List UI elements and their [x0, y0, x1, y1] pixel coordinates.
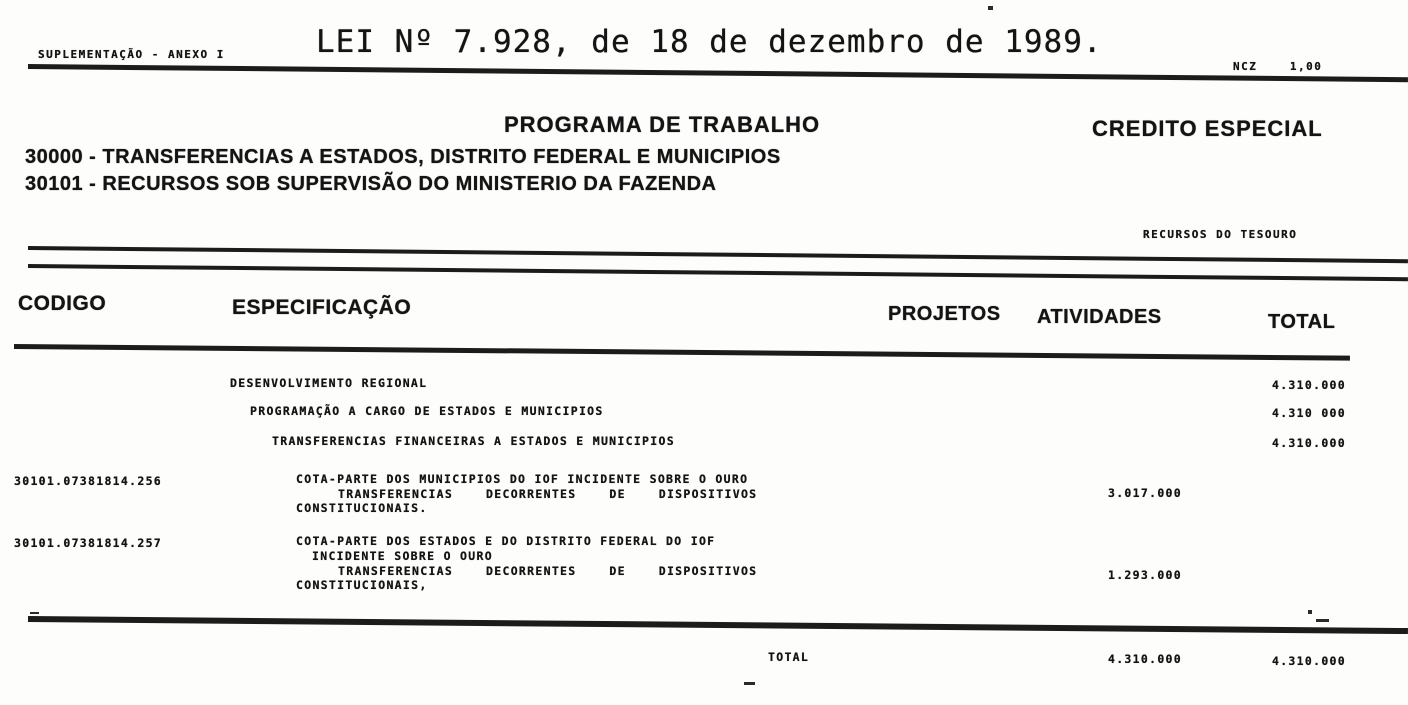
scan-artifact: [30, 612, 39, 614]
footer-total-value: 4.310.000: [1271, 654, 1346, 668]
header-underline-rule: [14, 344, 1350, 361]
row-especificacao-line: COTA-PARTE DOS MUNICIPIOS DO IOF INCIDENTE SOBRE O OURO: [296, 472, 749, 486]
footer-atividades-value: 4.310.000: [1107, 652, 1182, 666]
row-atividades-value: 1.293.000: [1107, 568, 1182, 582]
row-codigo: 30101.07381814.256: [14, 474, 163, 488]
row-especificacao-line: COTA-PARTE DOS ESTADOS E DO DISTRITO FEDERAL DO IOF: [296, 534, 716, 548]
resource-source-label: RECURSOS DO TESOURO: [1143, 228, 1298, 241]
scan-artifact: [744, 682, 755, 685]
row-especificacao-line: INCIDENTE SOBRE O OURO: [312, 549, 493, 563]
row-atividades-value: 3.017.000: [1107, 486, 1182, 500]
scan-artifact: [1308, 610, 1312, 614]
org-line-1: 30000 - TRANSFERENCIAS A ESTADOS, DISTRITO FEDERAL E MUNICIPIOS: [25, 146, 781, 168]
row-total-value: 4.310.000: [1271, 436, 1346, 450]
row-especificacao: PROGRAMAÇÃO A CARGO DE ESTADOS E MUNICIPIOS: [250, 404, 604, 418]
row-total-value: 4.310 000: [1271, 406, 1346, 420]
column-header-atividades: ATIVIDADES: [1037, 306, 1162, 328]
divider-rule-lower: [28, 264, 1408, 281]
divider-rule-upper: [28, 246, 1408, 263]
scan-artifact: [988, 6, 993, 10]
currency-note: NCZ 1,00: [1233, 60, 1323, 73]
column-header-especificacao: ESPECIFICAÇÃO: [232, 296, 412, 319]
credit-type: CREDITO ESPECIAL: [1092, 116, 1323, 141]
column-header-total: TOTAL: [1268, 311, 1336, 333]
row-especificacao-line: CONSTITUCIONAIS,: [296, 578, 428, 592]
document-title: LEI Nº 7.928, de 18 de dezembro de 1989.: [316, 24, 1103, 60]
column-header-projetos: PROJETOS: [888, 303, 1001, 325]
row-total-value: 4.310.000: [1271, 378, 1346, 392]
annex-label: SUPLEMENTAÇÃO - ANEXO I: [38, 48, 225, 61]
row-especificacao: TRANSFERENCIAS FINANCEIRAS A ESTADOS E MUNICIPIOS: [272, 434, 675, 448]
org-line-2: 30101 - RECURSOS SOB SUPERVISÃO DO MINISTERIO DA FAZENDA: [25, 173, 717, 195]
row-especificacao-line: TRANSFERENCIAS DECORRENTES DE DISPOSITIVOS: [338, 564, 758, 578]
row-codigo: 30101.07381814.257: [14, 536, 163, 550]
row-especificacao-line: TRANSFERENCIAS DECORRENTES DE DISPOSITIVOS: [338, 487, 758, 501]
row-especificacao: DESENVOLVIMENTO REGIONAL: [230, 376, 428, 390]
program-header: PROGRAMA DE TRABALHO: [504, 112, 821, 137]
footer-total-label: TOTAL: [768, 650, 810, 664]
scan-artifact: [1316, 619, 1329, 622]
bottom-rule: [28, 616, 1408, 634]
row-especificacao-line: CONSTITUCIONAIS.: [296, 501, 428, 515]
top-rule: [28, 64, 1408, 82]
column-header-codigo: CODIGO: [18, 292, 107, 315]
